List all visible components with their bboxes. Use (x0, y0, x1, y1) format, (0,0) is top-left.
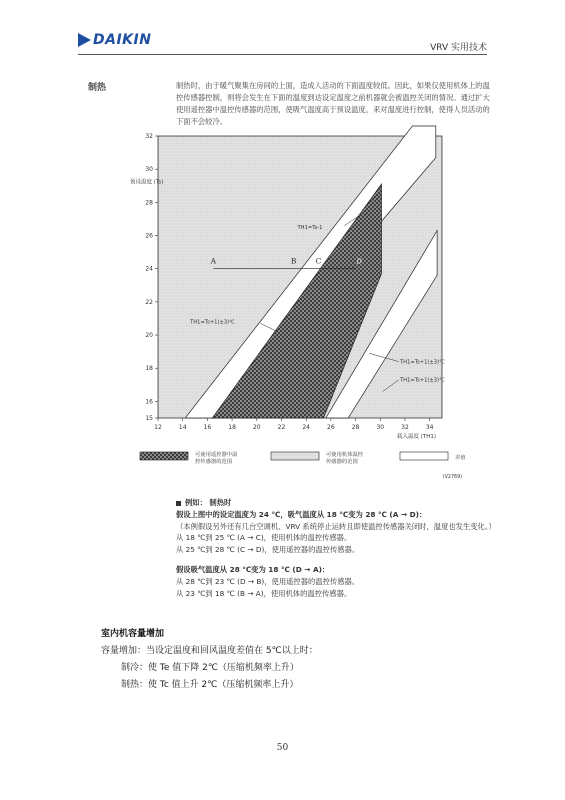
x-tick-label: 32 (401, 424, 409, 431)
point-label-c: C (315, 256, 322, 266)
daikin-logo (78, 32, 151, 48)
y-axis-label: 预设温度 (Ts) (130, 179, 164, 186)
example-title: 例如： 制热时 (185, 498, 232, 507)
x-tick-label: 28 (351, 424, 360, 431)
capacity-line-heating: 制热：使 Tc 值上升 2℃（压缩机频率上升） (121, 680, 299, 690)
y-tick-label: 15 (145, 415, 153, 422)
daikin-logo-icon (78, 33, 91, 47)
example-block (176, 497, 506, 599)
y-tick-label: 28 (145, 199, 153, 207)
example-line-7: 从 23 ℃到 18 ℃ (B → A)，使用机体的温控传感器。 (176, 588, 352, 598)
x-axis-label: 载入温度 (TH1) (396, 434, 436, 440)
document-title: VRV 实用技术 (430, 43, 487, 53)
example-line-2: （本例假设另外还有几台空调机、VRV 系统停止运转且即使温控传感器关闭时，温度也发生变化。） (176, 521, 496, 531)
y-tick-label: 20 (145, 332, 153, 340)
brand-name: DAIKIN (93, 32, 152, 48)
capacity-line-1: 容量增加：当设定温度和回风温度差值在 5℃以上时： (101, 646, 318, 656)
example-line-6: 从 28 ℃到 23 ℃ (D → B)，使用遥控器的温控传感器。 (176, 576, 360, 586)
y-tick-label: 32 (145, 133, 153, 140)
example-line-4: 从 25 ℃到 28 ℃ (C → D)，使用遥控器的温控传感器。 (176, 545, 360, 555)
line-label-upper: TH1=Ts-1 (297, 224, 323, 231)
example-line-3: 从 18 ℃到 25 ℃ (A → C)，使用机体的温控传感器。 (176, 533, 352, 543)
heating-sensor-chart (130, 130, 470, 485)
point-label-d: D (356, 257, 362, 266)
header-divider (78, 54, 487, 55)
legend-label-light: 可使用机体温控 (326, 452, 364, 458)
x-tick-label: 20 (252, 424, 261, 431)
section-label: 制热 (88, 83, 107, 93)
point-label-b: B (290, 256, 297, 266)
capacity-section-title: 室内机容量增加 (101, 629, 165, 639)
x-tick-label: 24 (302, 424, 310, 431)
line-label-right-b: TH1=Ts+1(±3)℃ (400, 377, 445, 384)
example-line-1: 假设上图中的设定温度为 24 ℃，吸气温度从 18 ℃变为 28 ℃ (A → D)： (176, 509, 427, 519)
y-tick-label: 30 (145, 166, 153, 174)
legend-swatch-white (400, 452, 448, 460)
line-label-left: TH1=Ts+1(±3)℃ (190, 319, 236, 326)
point-label-a: A (210, 256, 216, 266)
y-tick-label: 22 (145, 298, 153, 306)
legend-label-crosshatch: 可使用遥控器中温 (195, 452, 238, 458)
y-tick-label: 24 (145, 265, 153, 273)
legend-swatch-crosshatch (140, 452, 188, 460)
legend-swatch-light (271, 452, 319, 460)
capacity-section (101, 643, 318, 694)
x-tick-label: 16 (203, 424, 212, 431)
figure-code: (V2769) (442, 475, 462, 480)
x-tick-label: 12 (154, 424, 162, 431)
x-tick-label: 14 (178, 424, 187, 431)
x-tick-label: 22 (277, 424, 286, 431)
capacity-line-cooling: 制冷：使 Te 值下降 2℃（压缩机频率上升） (121, 663, 299, 673)
legend-label-white: 差值 (455, 455, 466, 461)
x-tick-label: 26 (327, 424, 335, 431)
y-tick-label: 18 (145, 365, 153, 373)
y-tick-label: 26 (145, 232, 153, 240)
square-bullet-icon (176, 501, 181, 506)
x-tick-label: 34 (425, 424, 434, 431)
example-line-5: 假设吸气温度从 28 ℃变为 18 ℃ (D → A)： (176, 564, 330, 574)
line-label-right-a: TH1=Ts+1(±3)℃ (400, 359, 445, 366)
x-tick-label: 18 (228, 424, 236, 431)
page-number: 50 (276, 743, 289, 753)
x-tick-label: 30 (376, 424, 385, 431)
legend-label-light-cont: 传感器的范围 (326, 459, 358, 465)
legend-label-crosshatch-cont: 控传感器的范围 (195, 459, 233, 465)
y-tick-label: 16 (145, 398, 153, 406)
intro-paragraph: 制热时，由于暖气聚集在房间的上面，造成人活动的下面温度较低。因此，如果仅使用机体上的温控传感器控制，则将会发生在下面的温度到达设定温度之前机器就会被温控关闭的情况。通过扩大使用遥控器中温控传感器的范围，使吸气温度高于预设温度，来对温度进行控制，使得人员活动的下面不会较冷。 (176, 81, 490, 126)
example-title-row (176, 497, 506, 509)
